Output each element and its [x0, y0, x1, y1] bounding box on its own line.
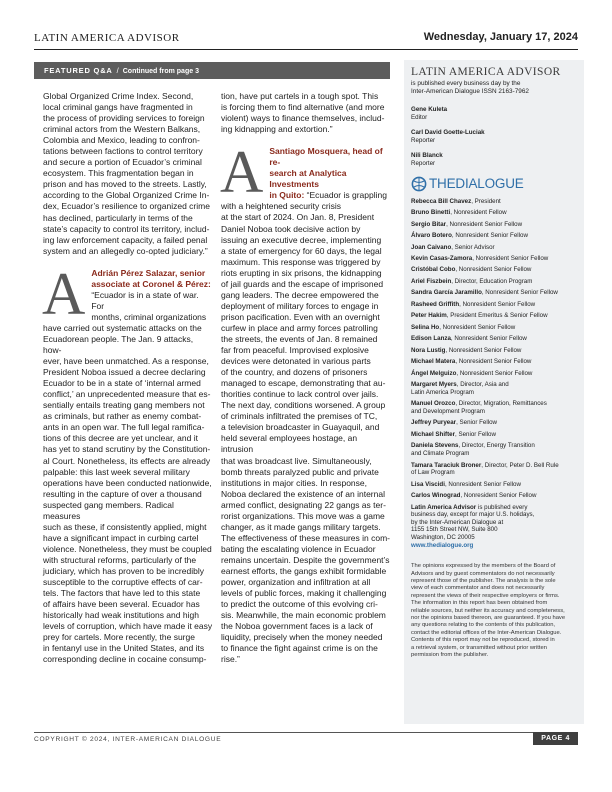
- sidebar-subtitle: [411, 80, 578, 96]
- continued-note: Continued from page 3: [122, 68, 199, 75]
- board-member-role: , Director, Education Program: [451, 277, 533, 285]
- board-member: [411, 335, 578, 343]
- info-line: 1155 15th Street NW, Suite 800: [411, 526, 498, 534]
- board-member-name: Carlos Winograd: [411, 492, 461, 500]
- sidebar-title: LATIN AMERICA ADVISOR: [411, 66, 561, 78]
- board-member: [411, 324, 578, 332]
- board-member-role-cont: and Climate Program: [411, 450, 470, 458]
- text-line: the process of providing services to foreign: [43, 113, 205, 124]
- disclaimer-line: nor the opinions based thereon, are guaranteed. If you have: [411, 614, 566, 621]
- board-member-role: , Nonresident Senior Fellow: [445, 346, 522, 354]
- info-name: Latin America Advisor: [411, 503, 477, 511]
- text-line: to predict the outcome of this evolving cri-: [221, 599, 378, 610]
- text-line: Colombia and Mexico, leading to confron-: [43, 135, 200, 146]
- text-line: issuing an executive decree, implementing: [221, 234, 382, 245]
- board-member-name: Ariel Fiszbein: [411, 277, 452, 285]
- page-header: [34, 30, 578, 50]
- text-line: devices were detonated in various parts: [221, 356, 371, 367]
- text-line: bomb threats paralyzed public and private: [221, 466, 379, 477]
- text-line: as criminals, but rather as enemy combat-: [43, 411, 202, 422]
- text-line: such as these, if consistently applied, might: [43, 521, 207, 532]
- board-member-name: Joan Caivano: [411, 243, 452, 251]
- text-line: criminal actors from the Western Balkans,: [43, 124, 201, 135]
- text-line: in fentanyl use in the United States, and its: [43, 643, 205, 654]
- answer-perez-salazar: [42, 260, 213, 666]
- text-line: ants in an open war. The full legal ramifica-: [43, 422, 205, 433]
- disclaimer-line: represent the views of their respective employers or firms.: [411, 592, 560, 599]
- issue-date: Wednesday, January 17, 2024: [423, 31, 578, 43]
- board-member-name: Margaret Myers: [411, 381, 457, 389]
- board-member-role: , Director, Migration, Remittances: [455, 400, 547, 408]
- text-line: suspected gang members. Radical measures: [43, 499, 174, 521]
- board-list: [411, 198, 578, 500]
- text-line: the streets, the events of Jan. 8 remained: [221, 333, 378, 344]
- text-line: Noboa declared the existence of an internal: [221, 488, 385, 499]
- answer-heading-line: Adrián Pérez Salazar, senior: [91, 267, 206, 278]
- board-member: [411, 301, 578, 309]
- text-line: Ecuadorean people. The Jan. 9 attacks, how-: [43, 333, 194, 356]
- board-member-name: Lisa Viscidi: [411, 480, 445, 488]
- answer-first-line: “Ecuador is in a state of war. For: [91, 289, 199, 311]
- answer-heading-line: Santiago Mosquera, head of re-: [269, 146, 383, 168]
- text-line: tels. The factors that have led to this state: [43, 588, 201, 599]
- disclaimer: [411, 563, 578, 659]
- board-member: [411, 289, 578, 297]
- answer-first-line: “Ecuador is grappling: [304, 190, 387, 201]
- board-member-name: Ángel Melguizo: [411, 369, 457, 377]
- board-member: [411, 209, 578, 217]
- text-line: ecosystem. This fragmentation began in: [43, 168, 194, 179]
- staff-role: Reporter: [411, 159, 436, 167]
- text-line: changer, as it made gangs military targets.: [221, 521, 381, 532]
- board-member-role: , Senior Fellow: [455, 430, 496, 438]
- text-line: earnest efforts, the gangs exhibit formidable: [221, 565, 387, 576]
- text-line: has yet to stand scrutiny by the Constitution-: [43, 444, 211, 455]
- board-member-name: Jeffrey Puryear: [411, 419, 457, 427]
- board-member: [411, 266, 578, 274]
- page-footer: [34, 732, 578, 746]
- text-line: President Noboa issued a decree declaring: [43, 367, 206, 378]
- text-line: sentially entails treating gang members not: [43, 400, 205, 411]
- text-line: conflict,’ an unprecedented measure that es-: [43, 389, 211, 400]
- board-member-name: Nora Lustig: [411, 346, 446, 354]
- publication-name: LATIN AMERICA ADVISOR: [34, 32, 180, 44]
- board-member: [411, 431, 578, 439]
- text-line: sis. Meanwhile, the main economic problem: [221, 610, 386, 621]
- text-line: has declined, particularly in terms of the: [43, 212, 193, 223]
- board-member-role: , President Emeritus & Senior Fellow: [446, 312, 548, 320]
- text-line: Global Organized Crime Index. Second,: [43, 91, 194, 101]
- dialogue-logo-icon: [411, 176, 427, 192]
- text-line: ing kidnapping and extortion.”: [221, 124, 333, 135]
- text-line: a television broadcaster in Guayaquil, and: [221, 422, 380, 433]
- board-member: [411, 400, 578, 415]
- board-member: [411, 347, 578, 355]
- text-line: state’s capacity to control its territory, includ-: [43, 223, 210, 234]
- text-line: Ecuador to be in a state of ‘internal armed: [43, 378, 201, 389]
- answer-heading-line: in Quito:: [269, 190, 305, 201]
- answer-heading-line: associate at Coronel & Pérez:: [91, 278, 211, 289]
- text-line: gang leaders. The decree empowered the: [221, 289, 379, 300]
- disclaimer-line: any questions relating to the contents of this publication,: [411, 622, 556, 629]
- board-member: [411, 312, 578, 320]
- board-member-role: , Senior Advisor: [451, 243, 495, 251]
- board-member: [411, 419, 578, 427]
- text-line: prison and has moved to the streets. Lastly,: [43, 179, 207, 190]
- text-line: have a significant impact in curbing cartel: [43, 532, 199, 543]
- text-line: far from peaceful. Improvised explosive: [221, 345, 369, 356]
- staff-member: [411, 129, 578, 144]
- board-member-name: Kevin Casas-Zamora: [411, 254, 473, 262]
- board-member-name: Tamara Taraciuk Broner: [411, 461, 482, 469]
- board-member: [411, 358, 578, 366]
- website-link[interactable]: www.thedialogue.org: [411, 541, 474, 549]
- board-member-role: , Nonresident Senior Fellow: [460, 492, 537, 500]
- text-line: tion, have put cartels in a tough spot. This: [221, 91, 379, 101]
- subtitle-line: Inter-American Dialogue ISSN 2163-7962: [411, 88, 529, 95]
- board-member-name: Michael Matera: [411, 358, 456, 366]
- board-member-role: , Nonresident Senior Fellow: [456, 369, 533, 377]
- text-line: ever, have been unmatched. As a response,: [43, 356, 209, 367]
- text-line: the Noboa government faces is a lack of: [221, 621, 373, 632]
- text-line: with structural reforms, particularly of the: [43, 554, 197, 565]
- board-member-role: , Nonresident Senior Fellow: [455, 266, 532, 274]
- continued-paragraph: [221, 91, 391, 135]
- info-line: Washington, DC 20005: [411, 533, 475, 541]
- staff-list: [411, 106, 578, 168]
- publisher-info: [411, 504, 578, 550]
- board-member-name: Sandra García Jaramillo: [411, 289, 482, 297]
- text-line: curfew in place and army forces patrolling: [221, 322, 378, 333]
- text-line: managed to escape, demonstrating that au-: [221, 378, 386, 389]
- text-line: operations have been conducted nationwide,: [43, 477, 212, 488]
- text-line: al Court. Nonetheless, its effects are already: [43, 455, 211, 466]
- text-line: corresponding decline in cocaine consump-: [43, 654, 207, 665]
- text-line: with a heightened security crisis: [221, 201, 342, 212]
- text-line: liquidity, precisely when the money needed: [221, 632, 383, 643]
- info-line: business day, except for major U.S. holidays,: [411, 511, 535, 519]
- board-member: [411, 221, 578, 229]
- board-member-role: , Nonresident Fellow: [450, 209, 507, 217]
- board-member: [411, 381, 578, 396]
- disclaimer-line: contact the editorial offices of the Inter-American Dialogue.: [411, 629, 562, 636]
- text-line: historically had weak institutions and high: [43, 610, 199, 621]
- masthead-sidebar: [404, 60, 584, 724]
- text-line: prey for cartels. More recently, the surge: [43, 632, 195, 643]
- dialogue-logo: [411, 176, 578, 192]
- section-separator: /: [116, 66, 119, 75]
- board-member: [411, 442, 578, 457]
- board-member: [411, 255, 578, 263]
- board-member-name: Edison Lanza: [411, 335, 451, 343]
- text-line: local criminal gangs have fragmented in: [43, 102, 193, 113]
- board-member-name: Álvaro Botero: [411, 232, 452, 240]
- text-line: violence. Nonetheless, they must be coupled: [43, 543, 212, 554]
- text-line: judiciary, which has proven to be incredibly: [43, 565, 204, 576]
- dropcap-letter: A: [42, 260, 86, 327]
- text-line: months, criminal organizations: [91, 311, 207, 322]
- text-line: susceptible to the corruptive effects of car-: [43, 577, 203, 588]
- text-line: ing law enforcement capacity, a failed penal: [43, 234, 208, 245]
- intro-paragraph: [43, 91, 213, 257]
- article-column-1: [43, 91, 213, 665]
- staff-member: [411, 106, 578, 121]
- text-line: remains uncertain. Despite the government’s: [221, 554, 390, 565]
- answer-heading-line: search at Analytica Investments: [269, 168, 347, 190]
- board-member-role: , Nonresident Senior Fellow: [444, 480, 521, 488]
- board-member-name: Manuel Orozco: [411, 400, 456, 408]
- board-member-role-cont: and Development Program: [411, 407, 485, 415]
- answer-mosquera: [220, 139, 391, 665]
- text-line: bating the escalating violence in Ecuador: [221, 543, 376, 554]
- staff-role: Editor: [411, 113, 428, 121]
- board-member-name: Daniela Stevens: [411, 442, 459, 450]
- board-member: [411, 244, 578, 252]
- text-line: violent) ways to finance themselves, includ-: [221, 113, 385, 124]
- text-line: is forcing them to find alternative (and more: [221, 102, 385, 113]
- board-member-name: Selina Ho: [411, 323, 440, 331]
- board-member-name: Sergio Bitar: [411, 220, 447, 228]
- subtitle-line: is published every business day by the: [411, 80, 521, 87]
- logo-wordmark: THEDIALOGUE: [429, 175, 524, 191]
- info-line: by the Inter-American Dialogue at: [411, 518, 504, 526]
- section-bar: [34, 62, 390, 79]
- disclaimer-line: a retrieval system, or transmitted without prior written: [411, 644, 547, 651]
- board-member-role: , Director, Asia and: [456, 381, 509, 389]
- board-member-role: , Nonresident Senior Fellow: [451, 232, 528, 240]
- text-line: of the country, and dozens of prisoners: [221, 367, 368, 378]
- staff-member: [411, 152, 578, 167]
- board-member-name: Michael Shifter: [411, 430, 456, 438]
- board-member: [411, 481, 578, 489]
- info-first-line: is published every: [476, 503, 528, 511]
- board-member-role: , President: [471, 197, 501, 205]
- board-member-role: , Director, Energy Transition: [458, 442, 535, 450]
- text-line: have carried out systematic attacks on the: [43, 322, 202, 333]
- board-member-name: Rebecca Bill Chavez: [411, 197, 472, 205]
- text-line: at the start of 2024. On Jan. 8, President: [221, 212, 375, 223]
- staff-name: Gene Kuleta: [411, 106, 448, 113]
- text-line: thorities continue to lack control over jails.: [221, 389, 379, 400]
- board-member-role: , Nonresident Senior Fellow: [439, 323, 516, 331]
- text-line: armed conflict, designating 22 gangs as ter-: [221, 499, 386, 510]
- text-line: levels of corruption, which have made it easy: [43, 621, 213, 632]
- section-label: FEATURED Q&A: [44, 66, 113, 75]
- board-member-name: Rasheed Griffith: [411, 300, 460, 308]
- disclaimer-line: Contents of this report may not be reproduced, stored in: [411, 637, 555, 644]
- text-line: tations between factions to control territory: [43, 146, 203, 157]
- text-line: tions of this decree are yet unclear, and it: [43, 433, 198, 444]
- article-column-2: [221, 91, 391, 665]
- text-line: deployment of military forces to engage in: [221, 300, 379, 311]
- board-member-role: , Nonresident Senior Fellow: [459, 300, 536, 308]
- text-line: a state of emergency for 60 days, the legal: [221, 245, 382, 256]
- text-line: riots erupting in six prisons, the kidnapping: [221, 267, 382, 278]
- staff-role: Reporter: [411, 136, 436, 144]
- board-member-role-cont: Latin America Program: [411, 388, 474, 396]
- text-line: prison pacification. Even with an overnight: [221, 311, 380, 322]
- disclaimer-line: permission from the publisher.: [411, 652, 489, 658]
- disclaimer-line: represent those of the publisher. The analysis is the sole: [411, 577, 556, 584]
- board-member: [411, 462, 578, 477]
- board-member-role: , Nonresident Senior Fellow: [455, 358, 532, 366]
- board-member-role: , Nonresident Senior Fellow: [446, 220, 523, 228]
- disclaimer-line: Advisors and by guest commentators do not necessarily: [411, 570, 555, 577]
- text-line: The next day, conditions worsened. A group: [221, 400, 386, 411]
- text-line: resulting in the capture of over a thousand: [43, 488, 202, 499]
- board-member-name: Cristóbal Cobo: [411, 266, 456, 274]
- board-member-role: , Director, Peter D. Bell Rule: [481, 461, 559, 469]
- text-line: and secure a portion of Ecuador’s criminal: [43, 157, 202, 168]
- board-member-role: , Senior Fellow: [456, 419, 497, 427]
- board-member: [411, 278, 578, 286]
- board-member-role: , Nonresident Senior Fellow: [450, 335, 527, 343]
- text-line: of criminals infiltrated the premises of TC,: [221, 411, 378, 422]
- text-line: held several employees hostage, an intrusion: [221, 433, 358, 455]
- text-line: of affairs have been several. Ecuador has: [43, 599, 200, 610]
- text-line: Daniel Noboa took decisive action by: [221, 223, 361, 234]
- text-line: maximum. This response was triggered by: [221, 256, 381, 267]
- disclaimer-line: view of each commentator and does not necessarily: [411, 585, 545, 592]
- staff-name: Carl David Goette-Luciak: [411, 129, 485, 137]
- board-member: [411, 492, 578, 500]
- board-member-role: , Nonresident Senior Fellow: [481, 289, 558, 297]
- board-member-name: Bruno Binetti: [411, 209, 451, 217]
- board-member-role: , Nonresident Senior Fellow: [472, 254, 549, 262]
- disclaimer-line: reliable sources, but neither its accuracy and completeness,: [411, 607, 565, 614]
- text-line: The effectiveness of these measures in com-: [221, 532, 390, 543]
- text-line: to finance the fight against crime is on the: [221, 643, 378, 654]
- staff-name: Nili Blanck: [411, 152, 443, 160]
- text-line: palpable: this last week several military: [43, 466, 190, 477]
- text-line: rise.”: [221, 654, 240, 665]
- copyright: COPYRIGHT © 2024, INTER-AMERICAN DIALOGUE: [34, 736, 222, 743]
- dropcap-letter: A: [220, 139, 264, 206]
- text-line: institutions in major cities. In response,: [221, 477, 367, 488]
- text-line: rorist organizations. This move was a game: [221, 510, 385, 521]
- page-number: PAGE 4: [533, 732, 578, 745]
- text-line: that was broadcast live. Simultaneously,: [221, 455, 372, 466]
- text-line: dex, Ecuador’s resilience to organized crime: [43, 201, 210, 212]
- board-member-role-cont: of Law Program: [411, 469, 455, 477]
- board-member-name: Peter Hakim: [411, 312, 447, 320]
- board-member: [411, 232, 578, 240]
- disclaimer-line: The opinions expressed by the members of the Board of: [411, 563, 556, 570]
- board-member: [411, 198, 578, 206]
- text-line: system and an allegedly co-opted judiciary.”: [43, 245, 208, 256]
- text-line: power, organization and infiltration at all: [221, 577, 371, 588]
- text-line: of jail guards and the escape of imprisoned: [221, 278, 384, 289]
- board-member: [411, 370, 578, 378]
- text-line: levels of public forces, making it challenging: [221, 588, 387, 599]
- disclaimer-line: The information in this report has been obtained from: [411, 600, 548, 607]
- text-line: according to the Global Organized Crime In-: [43, 190, 210, 201]
